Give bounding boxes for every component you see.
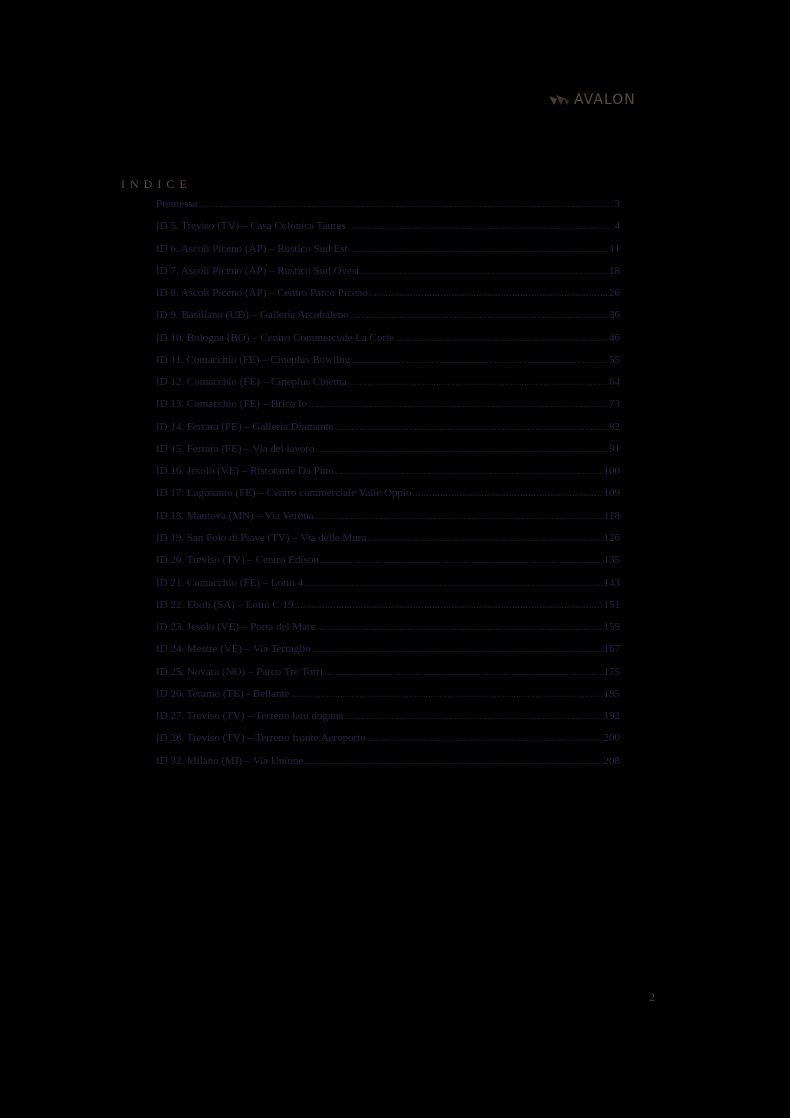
toc-entry-label: ID 11. Comacchio (FE) – Cineplus Bowling	[156, 353, 351, 366]
toc-entry-label: ID 12. Comacchio (FE) – Cineplus Cinema	[156, 376, 347, 389]
toc-entry[interactable]	[156, 198, 620, 220]
toc-entry-label: ID 26. Teramo (TE) - Bellante	[156, 687, 290, 700]
toc-entry-page: 192	[603, 710, 620, 723]
toc-dot-leader	[320, 554, 603, 566]
toc-entry-label: ID 15. Ferrara (FE) – Via del lavoro	[156, 442, 315, 455]
toc-entry[interactable]	[156, 577, 620, 599]
toc-entry-page: 26	[609, 287, 620, 300]
toc-dot-leader	[334, 421, 608, 433]
toc-entry-label: ID 10. Bologna (BO) – Centro Commerciale La Corte	[156, 331, 394, 344]
avalon-logo	[548, 92, 636, 108]
toc-entry[interactable]	[156, 354, 620, 376]
toc-entry-label: Premessa	[156, 198, 198, 210]
toc-entry-label: ID 20. Treviso (TV) – Centro Edison	[156, 554, 319, 567]
toc-entry-page: 200	[603, 732, 620, 745]
toc-entry[interactable]	[156, 309, 620, 331]
toc-entry-page: 118	[603, 509, 620, 522]
toc-entry[interactable]	[156, 710, 620, 732]
toc-dot-leader	[349, 243, 609, 255]
toc-entry-label: ID 32. Milano (MI) – Via Unione	[156, 754, 304, 767]
toc-entry[interactable]	[156, 332, 620, 354]
toc-dot-leader	[412, 487, 602, 499]
toc-entry[interactable]	[156, 688, 620, 710]
toc-dot-leader	[369, 287, 608, 299]
toc-entry-label: ID 6. Ascoli Piceno (AP) – Rustico Sud Est	[156, 242, 348, 255]
toc-entry-label: ID 16. Jesolo (VE) – Ristorante Da Pino	[156, 465, 334, 478]
toc-entry[interactable]	[156, 443, 620, 465]
toc-entry-page: 167	[603, 643, 620, 656]
toc-entry-label: ID 9. Basiliano (UD) – Galleria Arcobaleno	[156, 309, 349, 322]
toc-dot-leader	[360, 265, 608, 277]
toc-entry-page: 109	[603, 487, 620, 500]
toc-entry-page: 159	[603, 621, 620, 634]
toc-dot-leader	[308, 398, 608, 410]
toc-entry-label: ID 22. Eboli (SA) – Lotto C 19	[156, 598, 294, 611]
toc-dot-leader	[350, 309, 608, 321]
toc-entry[interactable]	[156, 510, 620, 532]
toc-dot-leader	[312, 643, 603, 655]
toc-entry-label: ID 28. Treviso (TV) – Terreno fronte Aeroporto	[156, 732, 366, 745]
toc-dot-leader	[395, 332, 608, 344]
toc-entry-label: ID 19. San Polo di Piave (TV) – Via delle Mura	[156, 531, 367, 544]
toc-entry-label: ID 18. Mantova (MN) – Via Verona	[156, 509, 314, 522]
toc-entry[interactable]	[156, 666, 620, 688]
toc-entry-page: 175	[603, 665, 620, 678]
toc-entry[interactable]	[156, 220, 620, 242]
toc-dot-leader	[367, 732, 603, 744]
toc-entry-page: 151	[603, 598, 620, 611]
toc-dot-leader	[344, 710, 602, 722]
toc-dot-leader	[348, 376, 608, 388]
toc-entry[interactable]	[156, 243, 620, 265]
avalon-logo-mark-icon	[548, 93, 570, 107]
toc-entry-page: 4	[614, 220, 620, 233]
toc-entry-page: 18	[609, 264, 620, 277]
toc-entry-page: 11	[609, 242, 620, 255]
toc-entry[interactable]	[156, 376, 620, 398]
toc-title: INDICE	[121, 177, 192, 191]
toc-entry-page: 82	[609, 420, 620, 433]
toc-entry-page: 46	[609, 331, 620, 344]
toc-dot-leader	[304, 755, 602, 767]
toc-entry[interactable]	[156, 599, 620, 621]
toc-entry-label: ID 13. Comacchio (FE) – Brico Io	[156, 398, 308, 411]
toc-entry-label: ID 7. Ascoli Piceno (AP) – Rustico Sud Ovest	[156, 264, 360, 277]
toc-entry-page: 55	[609, 353, 620, 366]
toc-entry-label: ID 17. Lagosanto (FE) – Centro commerciale Valle Oppio	[156, 487, 412, 500]
logo-text: AVALON	[574, 92, 636, 108]
toc-entry-page: 143	[603, 576, 620, 589]
toc-entry[interactable]	[156, 287, 620, 309]
toc-dot-leader	[316, 621, 602, 633]
toc-entry[interactable]	[156, 398, 620, 420]
toc-dot-leader	[290, 688, 602, 700]
toc-dot-leader	[304, 577, 603, 589]
toc-dot-leader	[316, 443, 608, 455]
toc-entry[interactable]	[156, 421, 620, 443]
toc-entry-page: 3	[614, 198, 620, 210]
toc-entry-label: ID 5. Treviso (TV) – Casa Colonica Tauras	[156, 220, 346, 233]
toc-entry-label: ID 27. Treviso (TV) – Terreno lato dogana	[156, 710, 344, 723]
page-number: 2	[649, 990, 655, 1004]
toc-entry[interactable]	[156, 554, 620, 576]
toc-entry-label: ID 14. Ferrara (FE) – Galleria Diamante	[156, 420, 334, 433]
toc-entry[interactable]	[156, 732, 620, 754]
toc-entry[interactable]	[156, 487, 620, 509]
toc-entry[interactable]	[156, 465, 620, 487]
toc-entry-page: 36	[609, 309, 620, 322]
toc-dot-leader	[335, 465, 603, 477]
toc-entry-page: 135	[603, 554, 620, 567]
toc-entry[interactable]	[156, 532, 620, 554]
toc-entry-page: 100	[603, 465, 620, 478]
toc-entry[interactable]	[156, 621, 620, 643]
toc-dot-leader	[295, 599, 603, 611]
toc-dot-leader	[199, 198, 614, 210]
toc-dot-leader	[367, 532, 602, 544]
toc-entry-label: ID 8. Ascoli Piceno (AP) – Centro Parco Piceno	[156, 287, 368, 300]
toc-entry-label: ID 25. Novara (NO) – Parco Tre Torri	[156, 665, 324, 678]
toc-entry[interactable]	[156, 755, 620, 777]
toc-dot-leader	[351, 354, 608, 366]
toc-dot-leader	[324, 666, 602, 678]
toc-entry-page: 64	[609, 376, 620, 389]
toc-entry-label: ID 21. Comacchio (FE) – Lotto 4	[156, 576, 303, 589]
toc-entry-label: ID 23. Jesolo (VE) – Porta del Mare	[156, 621, 316, 634]
toc-entry[interactable]	[156, 643, 620, 665]
toc-entry-page: 185	[603, 687, 620, 700]
toc-dot-leader	[347, 220, 614, 232]
toc-dot-leader	[315, 510, 603, 522]
table-of-contents	[156, 198, 620, 777]
toc-entry[interactable]	[156, 265, 620, 287]
toc-entry-page: 208	[603, 754, 620, 767]
toc-entry-label: ID 24. Mestre (VE) – Via Terraglio	[156, 643, 311, 656]
toc-entry-page: 91	[609, 442, 620, 455]
toc-entry-page: 126	[603, 531, 620, 544]
toc-entry-page: 73	[609, 398, 620, 411]
